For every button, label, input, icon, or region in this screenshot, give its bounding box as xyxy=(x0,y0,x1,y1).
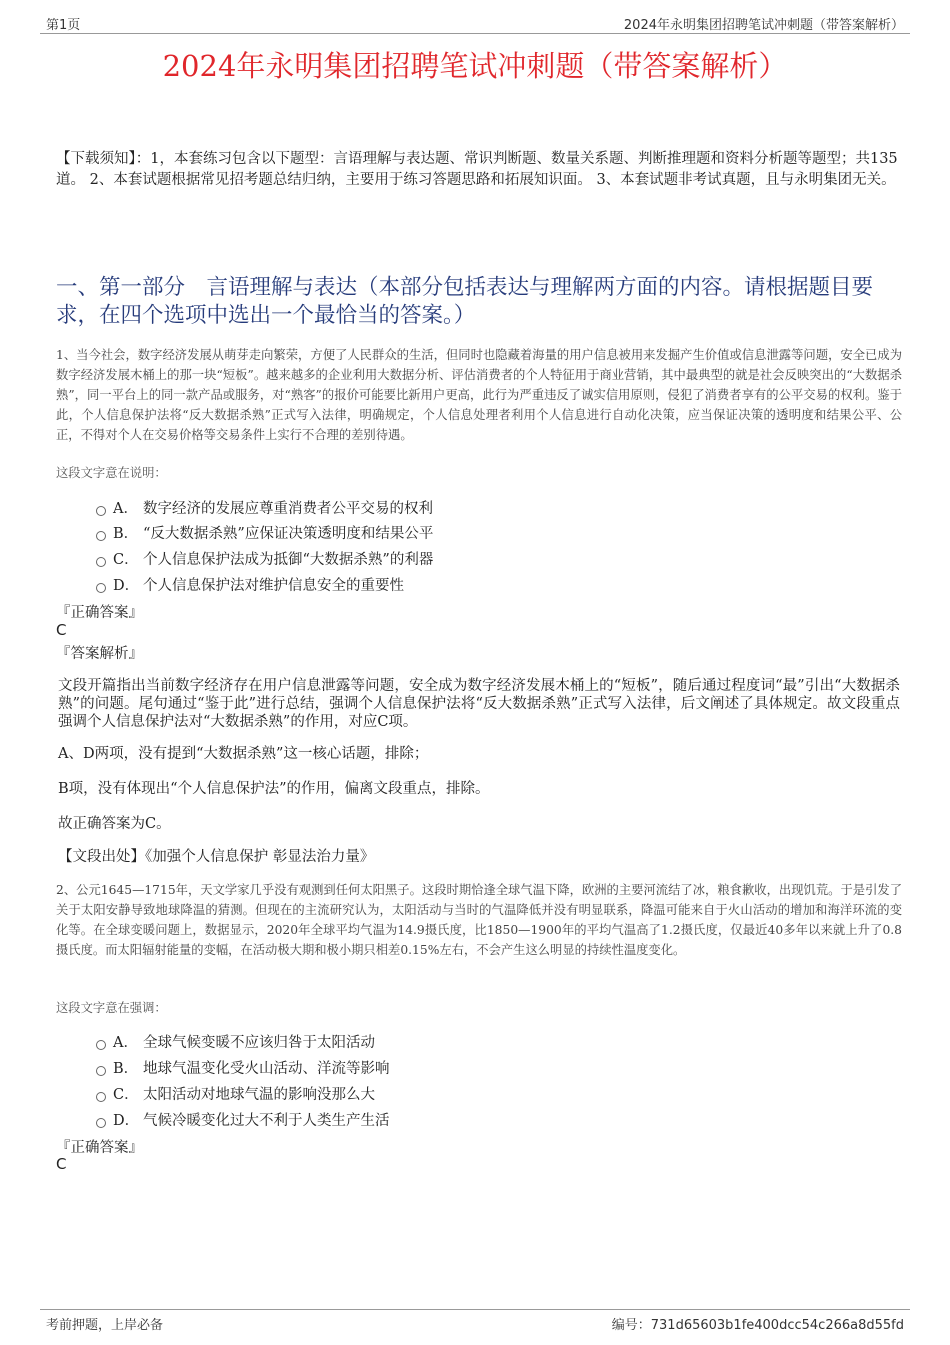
radio-icon[interactable] xyxy=(96,1066,106,1076)
question-1-text: 1、当今社会，数字经济发展从萌芽走向繁荣，方便了人民群众的生活，但同时也隐藏着海量的用户信息被用来发掘产生价值或信息泄露等问题，安全已成为数字经济发展木桶上的那一块“短板”。越来越多的企业利用大数据分析、评估消费者的个人特征用于商业营销，其中最典型的就是社会反映突出的“大数据杀熟”，同一平台上的同一款产品或服务，对“熟客”的报价可能要比新用户更高，此行为严重违反了诚实信用原则，侵犯了消费者享有的公平交易的权利。鉴于此，个人信息保护法将“反大数据杀熟”正式写入法律，明确规定，个人信息处理者利用个人信息进行自动化决策，应当保证决策的透明度和结果公平、公正，不得对个人在交易价格等交易条件上实行不合理的差别待遇。 xyxy=(56,348,902,442)
option-text: 地球气温变化受火山活动、洋流等影响 xyxy=(143,1061,390,1077)
footer-slogan: 考前押题，上岸必备 xyxy=(46,1318,164,1333)
option-letter: B． xyxy=(113,526,139,542)
question-2-lead: 这段文字意在强调： xyxy=(56,1001,167,1015)
download-notice: 【下载须知】：1，本套练习包含以下题型：言语理解与表达题、常识判断题、数量关系题、判断推理题和资料分析题等题型；共135道。 2、本套试题根据常见招考题总结归纳，主要用于练习答题思路和拓展知识面。 3、本套试题非考试真题，且与永明集团无关。 xyxy=(56,151,898,188)
option-text: 个人信息保护法对维护信息安全的重要性 xyxy=(143,578,404,594)
question-1-option-c[interactable] xyxy=(96,548,433,569)
page-title: 2024年永明集团招聘笔试冲刺题（带答案解析） xyxy=(162,49,788,83)
analysis-paragraph: A、D两项，没有提到“大数据杀熟”这一核心话题，排除； xyxy=(58,746,429,762)
question-1-option-b[interactable] xyxy=(96,522,433,543)
question-2-text: 2、公元1645—1715年，天文学家几乎没有观测到任何太阳黑子。这段时期恰逢全球气温下降，欧洲的主要河流结了冰，粮食歉收，出现饥荒。于是引发了关于太阳安静导致地球降温的猜测。但现在的主流研究认为，太阳活动与当时的气温降低并没有明显联系，降温可能来自于火山活动的增加和海洋环流的变化等。在全球变暖问题上，数据显示，2020年全球平均气温为14.9摄氏度，比1850—1900年的平均气温高了1.2摄氏度，仅最近40多年以来就上升了0.8摄氏度。而太阳辐射能量的变幅，在活动极大期和极小期只相差0.15%左右，不会产生这么明显的持续性温度变化。 xyxy=(56,883,902,957)
page-number: 第1页 xyxy=(46,18,81,33)
radio-icon[interactable] xyxy=(96,1118,106,1128)
radio-icon[interactable] xyxy=(96,506,106,516)
question-1-option-a[interactable] xyxy=(96,497,433,518)
correct-answer-label: 『正确答案』 xyxy=(56,1140,143,1156)
analysis-paragraph: 故正确答案为C。 xyxy=(58,816,171,832)
serial-label: 编号： xyxy=(611,1318,651,1333)
question-2-option-d[interactable] xyxy=(96,1109,390,1130)
option-letter: D． xyxy=(113,1113,140,1129)
question-2-option-a[interactable] xyxy=(96,1031,375,1052)
option-letter: C． xyxy=(113,1087,139,1103)
analysis-paragraph: 文段开篇指出当前数字经济存在用户信息泄露等问题，安全成为数字经济发展木桶上的“短板”，随后通过程度词“最”引出“大数据杀熟”的问题。尾句通过“鉴于此”进行总结，强调个人信息保护法将“反大数据杀熟”正式写入法律，后文阐述了具体规定。故文段重点强调个人信息保护法对“大数据杀熟”的作用，对应C项。 xyxy=(58,678,900,730)
correct-answer: C xyxy=(56,1155,67,1173)
correct-answer-label: 『正确答案』 xyxy=(56,605,143,621)
radio-icon[interactable] xyxy=(96,531,106,541)
section-heading: 一、第一部分 言语理解与表达（本部分包括表达与理解两方面的内容。请根据题目要求，在四个选项中选出一个最恰当的答案。） xyxy=(56,275,874,328)
question-2-option-c[interactable] xyxy=(96,1083,375,1104)
radio-icon[interactable] xyxy=(96,1040,106,1050)
option-text: 全球气候变暖不应该归咎于太阳活动 xyxy=(143,1035,375,1051)
radio-icon[interactable] xyxy=(96,583,106,593)
question-1-option-d[interactable] xyxy=(96,574,404,595)
radio-icon[interactable] xyxy=(96,1092,106,1102)
correct-answer: C xyxy=(56,621,67,639)
analysis-paragraph: B项，没有体现出“个人信息保护法”的作用，偏离文段重点，排除。 xyxy=(58,781,490,797)
serial-code: 731d65603b1fe400dcc54c266a8d55fd xyxy=(650,1318,904,1333)
source-citation: 【文段出处】《加强个人信息保护 彰显法治力量》 xyxy=(58,849,375,865)
analysis-label: 『答案解析』 xyxy=(56,646,143,662)
option-text: “反大数据杀熟”应保证决策透明度和结果公平 xyxy=(143,526,434,542)
option-text: 数字经济的发展应尊重消费者公平交易的权利 xyxy=(143,501,433,517)
option-letter: C． xyxy=(113,552,139,568)
option-text: 太阳活动对地球气温的影响没那么大 xyxy=(143,1087,375,1103)
question-2-option-b[interactable] xyxy=(96,1057,390,1078)
option-letter: D． xyxy=(113,578,140,594)
running-title: 2024年永明集团招聘笔试冲刺题（带答案解析） xyxy=(623,18,904,33)
option-letter: B． xyxy=(113,1061,139,1077)
option-letter: A． xyxy=(113,1035,138,1051)
footer-serial xyxy=(612,1314,904,1333)
radio-icon[interactable] xyxy=(96,557,106,567)
option-text: 个人信息保护法成为抵御“大数据杀熟”的利器 xyxy=(143,552,434,568)
header-rule xyxy=(40,33,910,34)
option-letter: A． xyxy=(113,501,138,517)
question-1-lead: 这段文字意在说明： xyxy=(56,466,167,480)
footer-rule xyxy=(40,1309,910,1310)
option-text: 气候冷暖变化过大不利于人类生产生活 xyxy=(143,1113,390,1129)
